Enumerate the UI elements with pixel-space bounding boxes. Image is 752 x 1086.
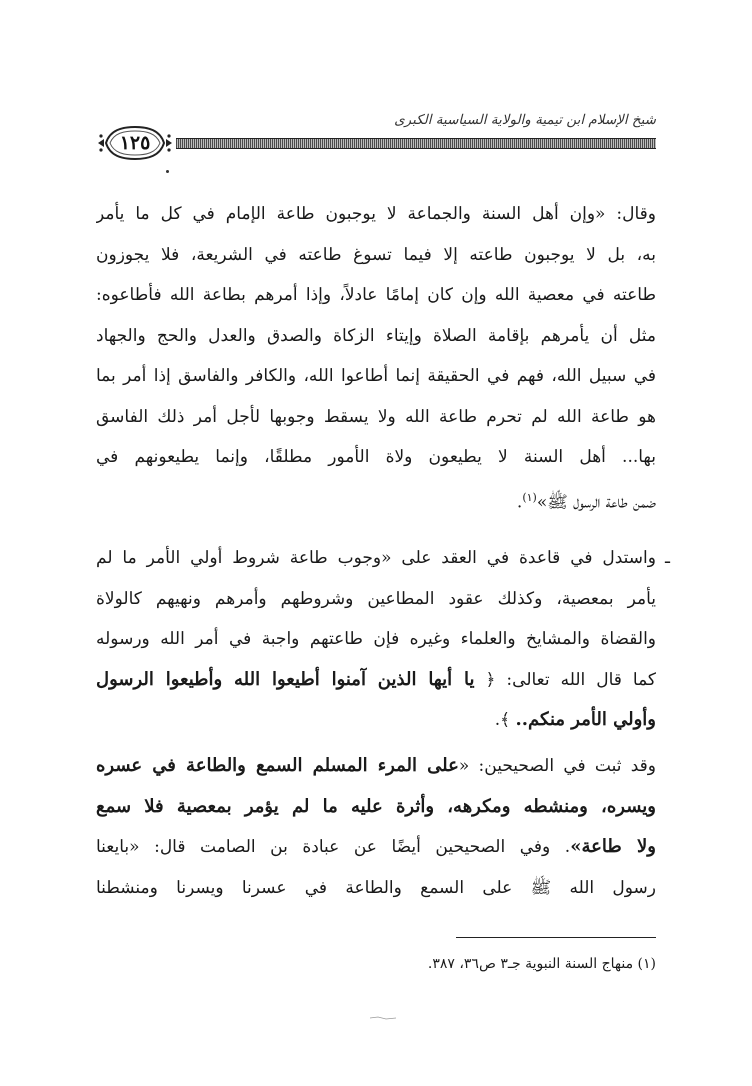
text-line: هو طاعة الله لم تحرم طاعة الله ولا يسقط وجوبها لأجل أمر ذلك الفاسق xyxy=(96,406,656,427)
footnote-rule xyxy=(456,937,656,938)
text-line: وقال: «وإن أهل السنة والجماعة لا يوجبون طاعة الإمام في كل ما يأمر xyxy=(96,204,656,224)
text-line xyxy=(96,660,656,701)
hadith-text: على المرء المسلم السمع والطاعة في عسره xyxy=(96,755,459,776)
text-line: في سبيل الله، فهم في الحقيقة إنما أطاعوا الله، والكافر والفاسق إذا أمر بما xyxy=(96,366,656,386)
hadith-text: ولا طاعة» xyxy=(570,836,656,857)
text-line: طاعته في معصية الله وإن كان إمامًا عادلاً، وإذا أمرهم بطاعة الله فأطاعوه: xyxy=(96,285,656,305)
footnote-text: منهاج السنة النبوية جـ٣ ص٣٦، ٣٨٧. xyxy=(427,956,634,972)
text-segment: كما قال الله تعالى: ﴿ xyxy=(485,669,656,690)
footnote xyxy=(96,952,656,976)
text-line: والقضاة والمشايخ والعلماء وغيره فإن طاعتهم واجبة في أمر الله ورسوله xyxy=(96,629,656,649)
text-line: مثل أن يأمرهم بإقامة الصلاة وإيتاء الزكاة والصدق والعدل والحج والجهاد xyxy=(96,325,656,346)
text-segment: وقد ثبت في الصحيحين: « xyxy=(458,756,656,776)
text-segment: ضمن طاعة الرسول ﷺ» xyxy=(536,492,656,513)
paragraph-hadith xyxy=(96,746,656,908)
text-line: يأمر بمعصية، وكذلك عقود المطاعين وشروطهم وأمرهم ونهيهم كالولاة xyxy=(96,588,656,609)
header-dot xyxy=(166,170,169,173)
footnote-reference: (١) xyxy=(522,490,537,504)
text-line: واستدل في قاعدة في العقد على «وجوب طاعة شروط أولي الأمر ما لم xyxy=(96,548,656,568)
scan-smudge-icon xyxy=(370,1016,396,1020)
running-title: شيخ الإسلام ابن تيمية والولاية السياسية الكبرى xyxy=(394,112,656,128)
text-line xyxy=(96,478,656,519)
page-number: ١٢٥ xyxy=(119,132,151,154)
footnote-marker: (١) xyxy=(637,956,656,972)
hadith-text: ويسره، ومنشطه ومكرهه، وأثرة عليه ما لم يؤمر بمعصية فلا سمع xyxy=(96,795,656,817)
text-line: به، بل لا يوجبون طاعته إلا فيما تسوغ طاعته في الشريعة، فلا يجوزون xyxy=(96,244,656,265)
paragraph-obedience-rule xyxy=(96,538,670,741)
paragraph-quote-obedience xyxy=(96,194,656,518)
text-segment: . xyxy=(516,492,523,513)
text-segment: ﴾. xyxy=(494,710,511,730)
text-line xyxy=(96,787,656,828)
page-number-medallion xyxy=(96,124,174,162)
quran-verse: يا أيها الذين آمنوا أطيعوا الله وأطيعوا الرسول xyxy=(96,668,475,690)
text-line: رسول الله ﷺ على السمع والطاعة في عسرنا ويسرنا ومنشطنا xyxy=(96,877,656,898)
header-rule xyxy=(176,138,656,149)
text-segment: . وفي الصحيحين أيضًا عن عبادة بن الصامت قال: «بايعنا xyxy=(96,837,571,857)
quran-verse: وأولي الأمر منكم.. xyxy=(515,709,656,730)
text-line xyxy=(96,827,656,868)
text-line xyxy=(96,700,656,741)
text-line xyxy=(96,746,656,787)
bullet-dash: ـ xyxy=(665,548,670,568)
text-line: بها... أهل السنة لا يطيعون ولاة الأمور مطلقًا، وإنما يطيعونهم في xyxy=(96,447,656,467)
